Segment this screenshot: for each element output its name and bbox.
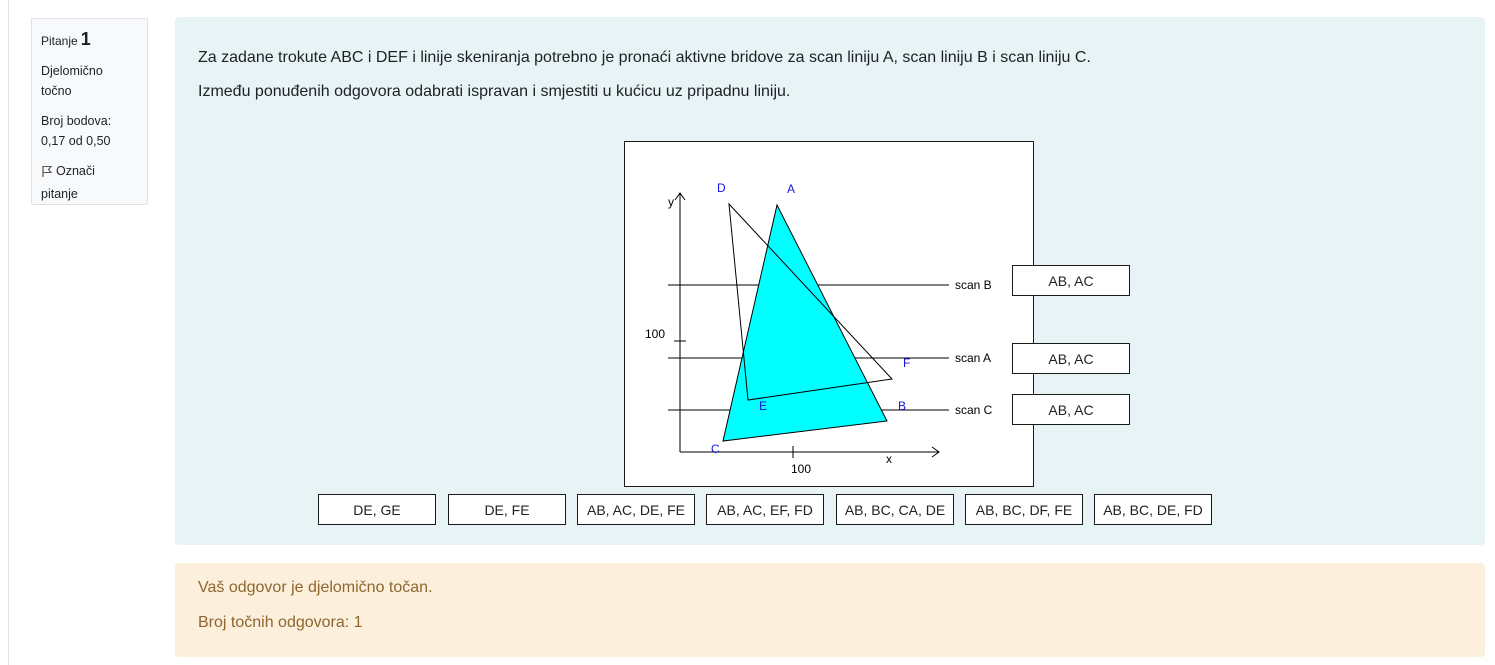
drop-box-scan-a[interactable]: AB, AC bbox=[1012, 343, 1130, 374]
vertex-label-b: B bbox=[898, 399, 907, 413]
question-text-line2: Između ponuđenih odgovora odabrati ispravan i smjestiti u kućicu uz pripadnu liniju. bbox=[198, 83, 791, 100]
scan-a-label: scan A bbox=[955, 351, 992, 365]
y-tick-label: 100 bbox=[645, 327, 666, 341]
choice-chip[interactable]: AB, AC, DE, FE bbox=[577, 494, 695, 525]
page-left-rule bbox=[8, 0, 9, 665]
vertex-label-e: E bbox=[759, 399, 768, 413]
question-number bbox=[41, 29, 138, 51]
x-axis-label: x bbox=[886, 452, 892, 466]
choice-chip[interactable]: DE, FE bbox=[448, 494, 566, 525]
feedback-correct-count: Broj točnih odgovora: 1 bbox=[198, 614, 363, 631]
flag-icon bbox=[41, 161, 53, 184]
question-text bbox=[198, 41, 1091, 109]
choice-chip[interactable]: AB, BC, DE, FD bbox=[1094, 494, 1212, 525]
question-marks-value: 0,17 od 0,50 bbox=[41, 134, 111, 148]
question-number-value: 1 bbox=[80, 29, 91, 49]
choice-chip[interactable]: AB, AC, EF, FD bbox=[706, 494, 824, 525]
feedback-general: Vaš odgovor je djelomično točan. bbox=[198, 579, 433, 596]
x-tick-label: 100 bbox=[791, 462, 812, 476]
drop-box-scan-b[interactable]: AB, AC bbox=[1012, 265, 1130, 296]
vertex-label-f: F bbox=[903, 356, 911, 370]
question-info-panel bbox=[31, 18, 148, 205]
drop-box-scan-c[interactable]: AB, AC bbox=[1012, 394, 1130, 425]
scan-b-label: scan B bbox=[955, 278, 992, 292]
choice-chip[interactable]: AB, BC, CA, DE bbox=[836, 494, 954, 525]
question-state: Djelomično bbox=[41, 64, 103, 78]
choice-chip[interactable]: DE, GE bbox=[318, 494, 436, 525]
question-marks-label: Broj bodova: bbox=[41, 114, 112, 128]
triangle-abc bbox=[723, 205, 887, 441]
question-label: Pitanje bbox=[41, 34, 78, 48]
question-state-cont: točno bbox=[41, 84, 72, 98]
choice-chip[interactable]: AB, BC, DF, FE bbox=[965, 494, 1083, 525]
question-content bbox=[175, 17, 1485, 545]
question-text-line1: Za zadane trokute ABC i DEF i linije skeniranja potrebno je pronaći aktivne bridove za scan liniju A, scan liniju B i scan liniju C. bbox=[198, 49, 1091, 66]
vertex-label-d: D bbox=[717, 181, 726, 195]
feedback-panel bbox=[175, 563, 1485, 657]
flag-question-label-cont[interactable]: pitanje bbox=[41, 187, 78, 201]
vertex-label-c: C bbox=[711, 442, 720, 456]
flag-question-link[interactable] bbox=[41, 161, 138, 184]
scanline-diagram bbox=[625, 142, 1033, 486]
y-axis-label: y bbox=[668, 195, 674, 209]
scan-c-label: scan C bbox=[955, 403, 993, 417]
flag-question-label: Označi bbox=[56, 164, 95, 178]
vertex-label-a: A bbox=[787, 182, 796, 196]
scanline-figure bbox=[624, 141, 1034, 487]
